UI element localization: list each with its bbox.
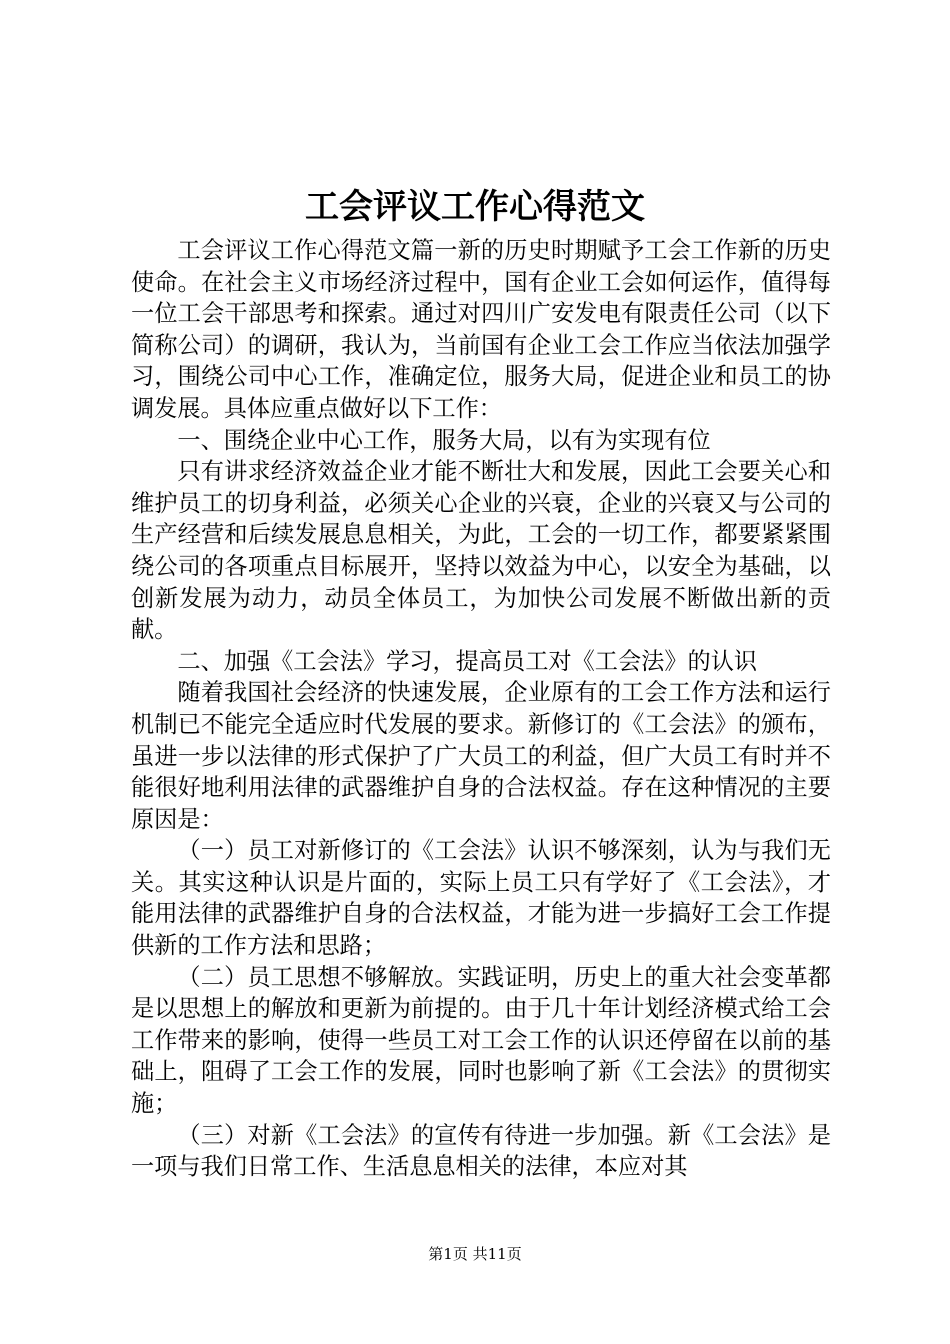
paragraph-item-2: （二）员工思想不够解放。实践证明，历史上的重大社会变革都是以思想上的解放和更新为前提的。由于几十年计划经济模式给工会工作带来的影响，使得一些员工对工会工作的认识还停留在以前的基础上，阻碍了工会工作的发展，同时也影响了新《工会法》的贯彻实施；: [131, 963, 831, 1118]
document-body: [131, 235, 831, 1183]
paragraph-intro: 工会评议工作心得范文篇一新的历史时期赋予工会工作新的历史使命。在社会主义市场经济过程中，国有企业工会如何运作，值得每一位工会干部思考和探索。通过对四川广安发电有限责任公司（以下简称公司）的调研，我认为，当前国有企业工会工作应当依法加强学习，围绕公司中心工作，准确定位，服务大局，促进企业和员工的协调发展。具体应重点做好以下工作：: [131, 237, 831, 422]
document-title: 工会评议工作心得范文: [305, 187, 645, 227]
paragraph-section-2: 随着我国社会经济的快速发展，企业原有的工会工作方法和运行机制已不能完全适应时代发展的要求。新修订的《工会法》的颁布，虽进一步以法律的形式保护了广大员工的利益，但广大员工有时并不能很好地利用法律的武器维护自身的合法权益。存在这种情况的主要原因是：: [131, 679, 831, 833]
page-number-footer: 第1页 共11页: [428, 1245, 522, 1263]
paragraph-item-1: （一）员工对新修订的《工会法》认识不够深刻，认为与我们无关。其实这种认识是片面的，实际上员工只有学好了《工会法》，才能用法律的武器维护自身的合法权益，才能为进一步搞好工会工作提供新的工作方法和思路；: [131, 837, 831, 960]
paragraph-item-3: （三）对新《工会法》的宣传有待进一步加强。新《工会法》是一项与我们日常工作、生活息息相关的法律，本应对其: [131, 1121, 831, 1181]
heading-section-2: 二、加强《工会法》学习，提高员工对《工会法》的认识: [177, 647, 758, 675]
heading-section-1: 一、围绕企业中心工作，服务大局，以有为实现有位: [177, 426, 711, 454]
paragraph-section-1: 只有讲求经济效益企业才能不断壮大和发展，因此工会要关心和维护员工的切身利益，必须关心企业的兴衰，企业的兴衰又与公司的生产经营和后续发展息息相关，为此，工会的一切工作，都要紧紧围绕公司的各项重点目标展开，坚持以效益为中心，以安全为基础，以创新发展为动力，动员全体员工，为加快公司发展不断做出新的贡献。: [131, 458, 831, 644]
